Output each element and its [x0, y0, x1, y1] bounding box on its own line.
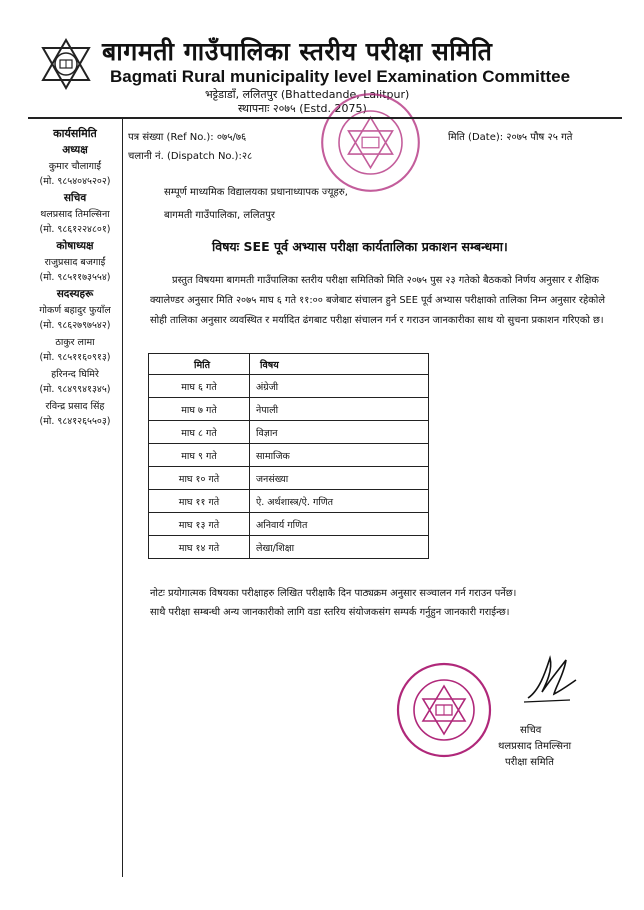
exam-subject: अनिवार्य गणित — [250, 513, 429, 536]
note-line: साथै परीक्षा सम्बन्धी अन्य जानकारीको लागि वडा स्तरिय संयोजकसंग सम्पर्क गर्नुहुन जानकारी गराईन्छ। — [150, 607, 510, 618]
member-role: कोषाध्यक्ष — [56, 240, 94, 252]
reference-number: पत्र संख्या (Ref No.): ०७५/७६ — [128, 132, 247, 143]
exam-date: माघ ८ गते — [149, 421, 250, 444]
exam-subject: ऐ. अर्थशास्त्र/ऐ. गणित — [250, 490, 429, 513]
exam-subject: विज्ञान — [250, 421, 429, 444]
stamp-icon — [394, 660, 494, 760]
table-row — [149, 536, 429, 559]
member-mobile: (मो. ९८६२७९७५४२) — [39, 320, 111, 331]
table-row — [149, 375, 429, 398]
header-divider — [28, 117, 622, 119]
note-section — [150, 584, 620, 622]
table-row — [149, 490, 429, 513]
emblem-icon — [40, 38, 92, 90]
letter-body: प्रस्तुत विषयमा बागमती गाउँपालिका स्तरीय परीक्षा समितिको मिति २०७५ पुस २३ गतेको बैठकको निर्णय अनुसार र शैक्षिक क्यालेण्डर अनुसार मिति २०७५ माघ ६ गते ११:०० बजेबाट संचालन हुने SEE पूर्व अभ्यास परीक्षाको तालिका निम्न अनुसार रहेकोले सोही तालिका अनुसार व्यवस्थित र मर्यादित ढंगबाट परीक्षा संचालन गर्न र गराउन जानकारीका साथ यो सुचना प्रकाशन गरिएको छ। — [150, 275, 605, 326]
exam-subject: अंग्रेजी — [250, 375, 429, 398]
exam-date: माघ ६ गते — [149, 375, 250, 398]
committee-sidebar — [28, 124, 122, 431]
exam-subject: सामाजिक — [250, 444, 429, 467]
member-name: गोकर्ण बहादुर फुयाँल — [39, 305, 111, 316]
table-header-row — [149, 354, 429, 375]
exam-date: माघ ७ गते — [149, 398, 250, 421]
member-mobile: (मो. ९८५११६०९१३) — [39, 352, 111, 363]
exam-subject: लेखा/शिक्षा — [250, 536, 429, 559]
member-name: रविन्द्र प्रसाद सिंह — [45, 401, 105, 412]
table-row — [149, 513, 429, 536]
member-role: अध्यक्ष — [62, 144, 88, 156]
signatory-title: सचिव — [520, 725, 542, 736]
exam-subject: जनसंख्या — [250, 467, 429, 490]
member-mobile: (मो. ९८४९९४१३४५) — [39, 384, 111, 395]
stamp-icon — [318, 90, 423, 195]
exam-date: माघ १४ गते — [149, 536, 250, 559]
committee-heading: कार्यसमिति — [53, 127, 97, 140]
member-mobile: (मो. ९८५११७३५५४) — [39, 272, 111, 283]
established-year: स्थापनाः २०७५ (Estd. 2075) — [238, 102, 367, 115]
exam-date: माघ १३ गते — [149, 513, 250, 536]
column-header-date: मिति — [149, 354, 250, 375]
signatory-office: परीक्षा समिति — [505, 757, 554, 768]
signature-icon — [520, 650, 580, 708]
letter-subject: विषयः SEE पूर्व अभ्यास परीक्षा कार्यतालिका प्रकाशन सम्बन्धमा। — [212, 239, 508, 254]
table-row — [149, 398, 429, 421]
exam-date: माघ ९ गते — [149, 444, 250, 467]
recipient-line-1: सम्पूर्ण माध्यमिक विद्यालयका प्रधानाध्यापक ज्यूहरु, — [164, 187, 348, 198]
member-mobile: (मो. ९८५४०४५२०२) — [39, 176, 111, 187]
exam-subject: नेपाली — [250, 398, 429, 421]
dispatch-number: चलानी नं. (Dispatch No.):२८ — [128, 151, 253, 162]
member-name: हरिनन्द घिमिरे — [51, 369, 99, 380]
letter-date: मिति (Date): २०७५ पौष २५ गते — [448, 132, 573, 143]
exam-date: माघ १० गते — [149, 467, 250, 490]
member-role: सदस्यहरू — [56, 288, 94, 300]
signatory-name: थलप्रसाद तिमल्सिना — [498, 741, 572, 752]
member-name: राजुप्रसाद बजगाईं — [44, 257, 106, 268]
column-header-subject: विषय — [250, 354, 429, 375]
table-row — [149, 421, 429, 444]
exam-schedule-table — [148, 353, 429, 559]
member-mobile: (मो. ९८६१२२४८०१) — [39, 224, 111, 235]
member-mobile: (मो. ९८४१२६५५०३) — [39, 416, 111, 427]
recipient-line-2: बागमती गाउँपालिका, ललितपुर — [164, 210, 275, 221]
member-role: सचिव — [63, 192, 87, 204]
sidebar-divider — [122, 117, 123, 877]
member-name: ठाकुर लामा — [55, 337, 95, 348]
table-row — [149, 467, 429, 490]
office-address: भट्टेडाडाँ, ललितपुर (Bhattedande, Lalitpur) — [205, 88, 410, 101]
note-line: नोटः प्रयोगात्मक विषयका परीक्षाहरु लिखित परीक्षाकै दिन पाठ्यक्रम अनुसार सञ्चालन गर्न गराउन पर्नेछ। — [150, 588, 517, 599]
office-title-nepali: बागमती गाउँपालिका स्तरीय परीक्षा समिति — [102, 37, 493, 66]
exam-date: माघ ११ गते — [149, 490, 250, 513]
member-name: कुमार चौलागाईं — [48, 161, 102, 172]
office-title-english: Bagmati Rural municipality level Examination Committee — [110, 67, 571, 86]
table-row — [149, 444, 429, 467]
member-name: थलप्रसाद तिमल्सिना — [40, 209, 110, 220]
